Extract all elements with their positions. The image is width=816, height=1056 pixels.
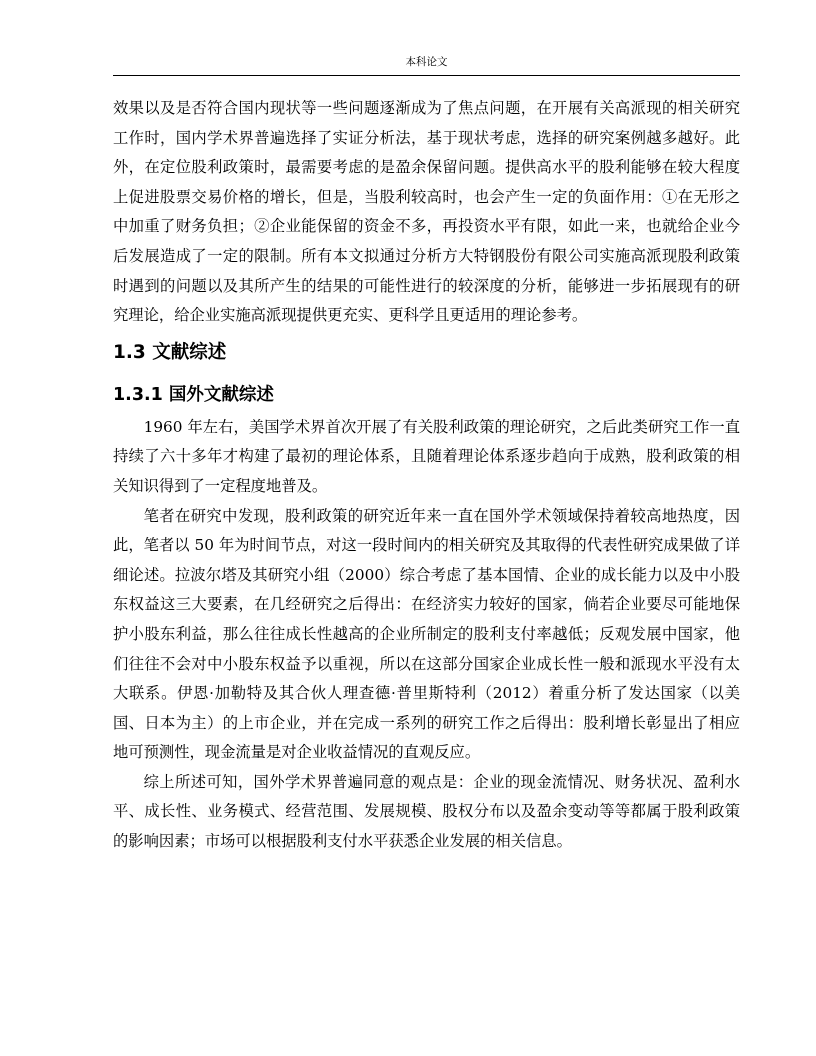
body-paragraph-2: 1960 年左右，美国学术界首次开展了有关股利政策的理论研究，之后此类研究工作一直持续了六十多年才构建了最初的理论体系，且随着理论体系逐步趋向于成熟，股利政策的相关知识得到了一定程度地普及。 [113,417,740,495]
section-heading: 1.3 文献综述 [113,341,227,363]
header-title: 本科论文 [405,56,448,68]
page-header [113,55,740,76]
body-paragraph-3: 笔者在研究中发现，股利政策的研究近年来一直在国外学术领域保持着较高地热度，因此，笔者以 50 年为时间节点，对这一段时间内的相关研究及其取得的代表性研究成果做了详细论述。拉波尔塔及其研究小组（2000）综合考虑了基本国情、企业的成长能力以及中小股东权益这三大要素，在几经研究之后得出：在经济实力较好的国家，倘若企业要尽可能地保护小股东利益，那么往往成长性越高的企业所制定的股利支付率越低；反观发展中国家，他们往往不会对中小股东权益予以重视，所以在这部分国家企业成长性一般和派现水平没有太大联系。伊恩·加勒特及其合伙人理查德·普里斯特利（2012）着重分析了发达国家（以美国、日本为主）的上市企业，并在完成一系列的研究工作之后得出：股利增长彰显出了相应地可预测性，现金流量是对企业收益情况的直观反应。 [113,506,740,762]
page-body [113,94,740,857]
body-paragraph-4: 综上所述可知，国外学术界普遍同意的观点是：企业的现金流情况、财务状况、盈利水平、成长性、业务模式、经营范围、发展规模、股权分布以及盈余变动等等都属于股利政策的影响因素；市场可以根据股利支付水平获悉企业发展的相关信息。 [113,772,740,851]
subsection-heading: 1.3.1 国外文献综述 [113,384,274,405]
body-paragraph-1: 效果以及是否符合国内现状等一些问题逐渐成为了焦点问题，在开展有关高派现的相关研究工作时，国内学术界普遍选择了实证分析法，基于现状考虑，选择的研究案例越多越好。此外，在定位股利政策时，最需要考虑的是盈余保留问题。提供高水平的股利能够在较大程度上促进股票交易价格的增长，但是，当股利较高时，也会产生一定的负面作用：①在无形之中加重了财务负担；②企业能保留的资金不多，再投资水平有限，如此一来，也就给企业今后发展造成了一定的限制。所有本文拟通过分析方大特钢股份有限公司实施高派现股利政策时遇到的问题以及其所产生的结果的可能性进行的较深度的分析，能够进一步拓展现有的研究理论，给企业实施高派现提供更充实、更科学且更适用的理论参考。 [113,99,740,325]
